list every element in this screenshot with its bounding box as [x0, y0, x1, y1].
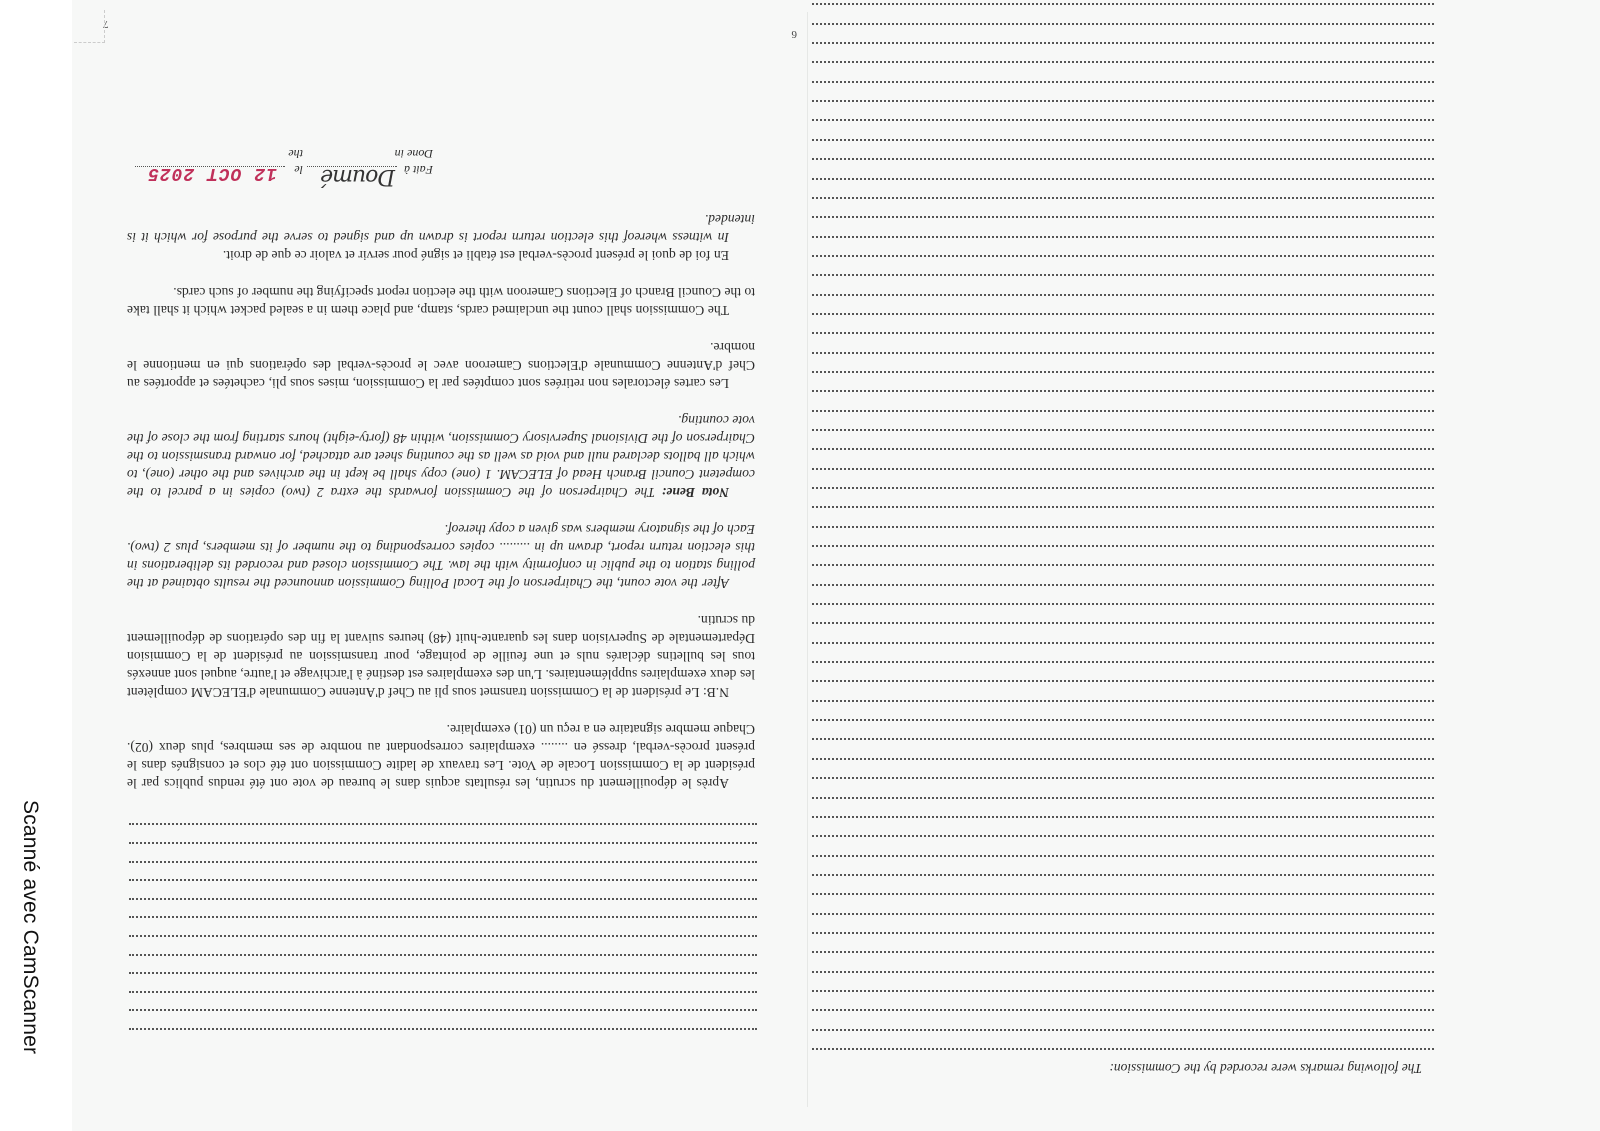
remarks-dotted-lines: [812, 0, 1434, 1050]
dotted-line: [812, 352, 1434, 354]
remarks-heading: The following remarks were recorded by the Commission:: [1109, 1061, 1422, 1076]
dotted-line: [812, 410, 1434, 412]
dotted-line: [812, 526, 1434, 528]
dotted-line: [812, 429, 1434, 431]
dotted-line: [129, 972, 757, 974]
dotted-line: [812, 951, 1434, 953]
report-body: [127, 137, 755, 792]
dotted-line: [812, 564, 1434, 566]
nota-bene-label: Nota Bene:: [661, 485, 729, 500]
dotted-line: [812, 468, 1434, 470]
le-label: le: [294, 163, 303, 177]
page-number: 6: [791, 28, 797, 40]
dotted-line: [129, 954, 757, 956]
dotted-line: [812, 758, 1434, 760]
dotted-line: [812, 777, 1434, 779]
dotted-line: [812, 216, 1434, 218]
dotted-line: [129, 823, 757, 825]
right-page: [791, 28, 1452, 1088]
dotted-line: [129, 879, 757, 881]
signature-block: [127, 137, 755, 191]
dotted-line: [812, 139, 1434, 141]
dotted-line: [812, 1048, 1434, 1050]
nb-label: N.B:: [702, 685, 729, 700]
page-corner-mark: [74, 10, 105, 43]
dotted-line: [812, 487, 1434, 489]
paragraph-fr-cartes: Les cartes électorales non retirées sont comptées par la Commission, mises sous pli, cachetées et apportées au Chef d'Antenne Communale d'Elections Cameroon avec le procès-verbal des opérations qui en mentionne le nombre.: [127, 340, 755, 391]
dotted-line: [812, 932, 1434, 934]
dotted-line: [812, 120, 1434, 122]
dotted-line: [812, 642, 1434, 644]
dotted-line: [812, 700, 1434, 702]
dotted-line: [812, 158, 1434, 160]
the-label: the: [288, 147, 303, 161]
dotted-line: [812, 294, 1434, 296]
paragraph-en-after-count: After the vote count, the Chairperson of the Local Polling Commission announced the results obtained at the polling station to the public in conformity with the law. The Commission closed and recorded its deliberations in this election return report, drawn up in ......... copies corresponding to the number of its members, plus 2 (two). Each of the signatory members was given a copy thereof.: [127, 522, 755, 591]
dotted-line: [129, 935, 757, 937]
dotted-line: [812, 332, 1434, 334]
dotted-line: [129, 1009, 757, 1011]
paragraph-fr-depouillement: Après le dépouillement du scrutin, les résultats acquis dans le bureau de vote ont été rendus publics par le président de la Commission Locale de Vote. Les travaux de ladite Commission ont été clos et consignés dans le présent procès-verbal, dressé en ........ exemplaires correspondant au nombre de ses membres, plus deux (02). Chaque membre signataire en a reçu un (01) exemplaire.: [127, 722, 755, 791]
dotted-line: [812, 835, 1434, 837]
dotted-line: [129, 861, 757, 863]
dotted-line: [812, 255, 1434, 257]
dotted-line: [812, 42, 1434, 44]
date-stamp: 12 OCT 2025: [147, 163, 277, 183]
dotted-line: [812, 913, 1434, 915]
dotted-line: [812, 893, 1434, 895]
dotted-line: [812, 603, 1434, 605]
dotted-line: [812, 1009, 1434, 1011]
dotted-line: [812, 874, 1434, 876]
done-in-label: Done in: [394, 147, 433, 161]
dotted-line: [129, 991, 757, 993]
blank-dotted-lines: [129, 807, 757, 1030]
dotted-line: [812, 584, 1434, 586]
dotted-line: [129, 898, 757, 900]
handwritten-place: Doumé: [321, 164, 395, 189]
dotted-line: [129, 1028, 757, 1030]
dotted-line: [812, 197, 1434, 199]
dotted-line: [129, 842, 757, 844]
dotted-line: [812, 236, 1434, 238]
paragraph-en-cards: The Commission shall count the unclaimed cards, stamp, and place them in a sealed packet which it shall take to the Council Branch of Elections Cameroon with the election report specifying the number of such cards.: [127, 285, 755, 318]
dotted-line: [812, 371, 1434, 373]
dotted-line: [812, 3, 1434, 5]
paragraph-fr-nb: N.B: Le président de la Commission transmet sous pli au Chef d'Antenne Communale d'ELECAM complètent les deux exemplaires supplémentaires. L'un des exemplaires est destiné à l'archivage et l'autre, auquel sont annexés tous les bulletins déclarés nuls et une feuille de pointage, pour transmission au président de la Commision Départementale de Supervision dans les quarante-huit (48) heures suivant la fin des opérations de dépouillement du scrutin.: [127, 613, 755, 700]
dotted-line: [812, 990, 1434, 992]
dotted-line: [812, 81, 1434, 83]
page-gutter: [807, 12, 808, 1107]
dotted-line: [812, 855, 1434, 857]
camscanner-watermark: Scanné avec CamScanner: [19, 800, 42, 1055]
dotted-line: [129, 916, 757, 918]
dotted-line: [812, 739, 1434, 741]
dotted-line: [812, 797, 1434, 799]
dotted-line: [812, 719, 1434, 721]
dotted-line: [812, 100, 1434, 102]
dotted-line: [812, 816, 1434, 818]
paragraph-fr-foi: En foi de quoi le présent procès-verbal est établi et signé pour servir et valoir ce que de droit.: [222, 248, 729, 263]
dotted-line: [812, 545, 1434, 547]
dotted-line: [812, 971, 1434, 973]
paragraph-en-nota-bene: Nota Bene: The Chairperson of the Commission forwards the extra 2 (two) copies in a parcel to the competent Council Branch Head of ELECAM. 1 (one) copy shall be kept in the archives and the other (one), to which all ballots declared null and void as well as the counting sheet are attached, for onward transmission to the Chairperson of the Divisional Supervisory Commission, within 48 (forty-eight) hours starting from the close of the vote counting.: [127, 413, 755, 500]
paragraph-en-witness: In witness whereof this election return report is drawn up and signed to serve the purpose for which it is intended.: [127, 212, 755, 245]
left-page: [95, 10, 785, 1110]
dotted-line: [812, 274, 1434, 276]
fait-a-label: Fait à: [404, 163, 433, 177]
dotted-line: [812, 448, 1434, 450]
dotted-line: [812, 1029, 1434, 1031]
dotted-line: [812, 390, 1434, 392]
dotted-line: [812, 61, 1434, 63]
dotted-line: [812, 506, 1434, 508]
dotted-line: [812, 661, 1434, 663]
dotted-line: [812, 680, 1434, 682]
dotted-line: [812, 313, 1434, 315]
dotted-line: [812, 178, 1434, 180]
page-number: 7: [103, 18, 109, 30]
dotted-line: [812, 23, 1434, 25]
dotted-line: [812, 622, 1434, 624]
